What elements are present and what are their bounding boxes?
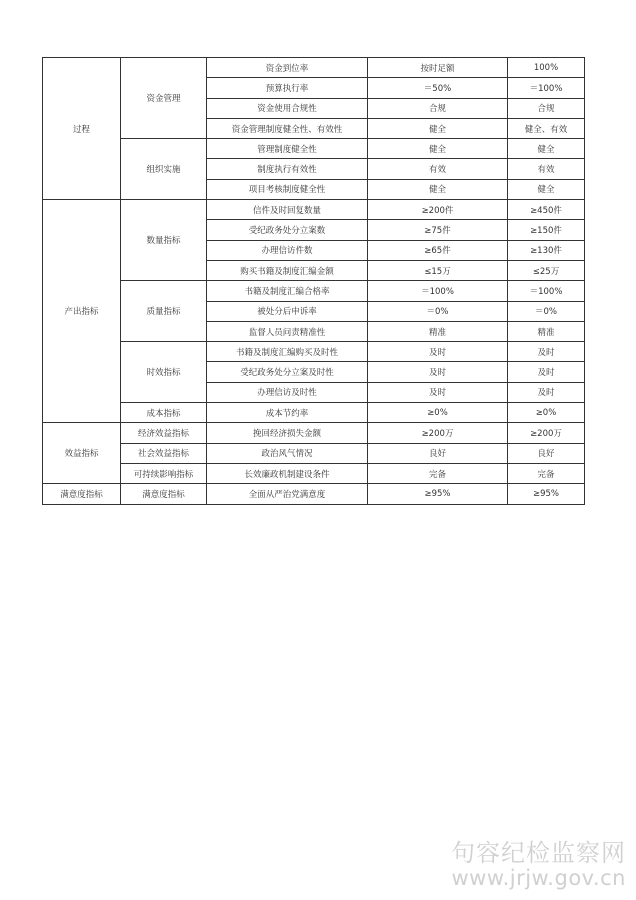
target-value-cell: ≥75件 bbox=[368, 220, 508, 240]
actual-value-cell: ≥200万 bbox=[508, 423, 585, 443]
level2-category-cell: 成本指标 bbox=[121, 403, 207, 423]
actual-value-cell: ≥150件 bbox=[508, 220, 585, 240]
actual-value-cell: ≥95% bbox=[508, 484, 585, 504]
indicator-name-cell: 书籍及制度汇编合格率 bbox=[207, 281, 368, 301]
level1-category-cell: 产出指标 bbox=[43, 200, 121, 423]
actual-value-cell: 健全 bbox=[508, 179, 585, 199]
target-value-cell: 及时 bbox=[368, 382, 508, 402]
target-value-cell: 健全 bbox=[368, 139, 508, 159]
actual-value-cell: ≤25万 bbox=[508, 260, 585, 280]
actual-value-cell: 合规 bbox=[508, 98, 585, 118]
indicator-name-cell: 管理制度健全性 bbox=[207, 139, 368, 159]
indicator-name-cell: 办理信访及时性 bbox=[207, 382, 368, 402]
actual-value-cell: ≥0% bbox=[508, 403, 585, 423]
indicator-name-cell: 购买书籍及制度汇编金额 bbox=[207, 260, 368, 280]
target-value-cell: ≥0% bbox=[368, 403, 508, 423]
indicator-name-cell: 挽回经济损失金额 bbox=[207, 423, 368, 443]
actual-value-cell: 及时 bbox=[508, 342, 585, 362]
actual-value-cell: 及时 bbox=[508, 362, 585, 382]
actual-value-cell: 健全、有效 bbox=[508, 118, 585, 138]
indicator-name-cell: 受纪政务处分立案数 bbox=[207, 220, 368, 240]
level1-category-cell: 满意度指标 bbox=[43, 484, 121, 504]
indicator-name-cell: 资金到位率 bbox=[207, 58, 368, 78]
target-value-cell: ≥200件 bbox=[368, 200, 508, 220]
target-value-cell: ＝100% bbox=[368, 281, 508, 301]
indicator-name-cell: 资金使用合规性 bbox=[207, 98, 368, 118]
target-value-cell: 良好 bbox=[368, 443, 508, 463]
target-value-cell: 合规 bbox=[368, 98, 508, 118]
actual-value-cell: ≥450件 bbox=[508, 200, 585, 220]
indicator-name-cell: 项目考核制度健全性 bbox=[207, 179, 368, 199]
actual-value-cell: 健全 bbox=[508, 139, 585, 159]
target-value-cell: ＝0% bbox=[368, 301, 508, 321]
level2-category-cell: 资金管理 bbox=[121, 58, 207, 139]
target-value-cell: ≥65件 bbox=[368, 240, 508, 260]
actual-value-cell: ＝100% bbox=[508, 78, 585, 98]
target-value-cell: ≥95% bbox=[368, 484, 508, 504]
level2-category-cell: 可持续影响指标 bbox=[121, 463, 207, 483]
target-value-cell: 及时 bbox=[368, 342, 508, 362]
indicator-name-cell: 全面从严治党满意度 bbox=[207, 484, 368, 504]
indicator-name-cell: 预算执行率 bbox=[207, 78, 368, 98]
actual-value-cell: 良好 bbox=[508, 443, 585, 463]
actual-value-cell: 及时 bbox=[508, 382, 585, 402]
table-row bbox=[43, 443, 585, 463]
indicator-name-cell: 成本节约率 bbox=[207, 403, 368, 423]
actual-value-cell: ≥130件 bbox=[508, 240, 585, 260]
indicator-name-cell: 政治风气情况 bbox=[207, 443, 368, 463]
watermark-url: www.jrjw.gov.cn bbox=[451, 866, 626, 890]
target-value-cell: ＝50% bbox=[368, 78, 508, 98]
level2-category-cell: 社会效益指标 bbox=[121, 443, 207, 463]
target-value-cell: 健全 bbox=[368, 179, 508, 199]
indicator-name-cell: 被处分后申诉率 bbox=[207, 301, 368, 321]
indicator-name-cell: 办理信访件数 bbox=[207, 240, 368, 260]
indicator-name-cell: 信件及时回复数量 bbox=[207, 200, 368, 220]
target-value-cell: 按时足额 bbox=[368, 58, 508, 78]
performance-indicator-table bbox=[42, 57, 585, 505]
table-row bbox=[43, 403, 585, 423]
target-value-cell: 健全 bbox=[368, 118, 508, 138]
level1-category-cell: 效益指标 bbox=[43, 423, 121, 484]
actual-value-cell: 有效 bbox=[508, 159, 585, 179]
level2-category-cell: 数量指标 bbox=[121, 200, 207, 281]
target-value-cell: 完备 bbox=[368, 463, 508, 483]
indicator-name-cell: 制度执行有效性 bbox=[207, 159, 368, 179]
target-value-cell: 及时 bbox=[368, 362, 508, 382]
table-row bbox=[43, 58, 585, 78]
table-row bbox=[43, 342, 585, 362]
table-row bbox=[43, 484, 585, 504]
table-body bbox=[43, 58, 585, 505]
level1-category-cell: 过程 bbox=[43, 58, 121, 200]
level2-category-cell: 质量指标 bbox=[121, 281, 207, 342]
table-row bbox=[43, 463, 585, 483]
table-row bbox=[43, 200, 585, 220]
actual-value-cell: ＝0% bbox=[508, 301, 585, 321]
level2-category-cell: 组织实施 bbox=[121, 139, 207, 200]
actual-value-cell: 完备 bbox=[508, 463, 585, 483]
target-value-cell: ≥200万 bbox=[368, 423, 508, 443]
target-value-cell: 精准 bbox=[368, 321, 508, 341]
target-value-cell: 有效 bbox=[368, 159, 508, 179]
table-row bbox=[43, 281, 585, 301]
target-value-cell: ≤15万 bbox=[368, 260, 508, 280]
indicator-name-cell: 监督人员问责精准性 bbox=[207, 321, 368, 341]
level2-category-cell: 满意度指标 bbox=[121, 484, 207, 504]
level2-category-cell: 时效指标 bbox=[121, 342, 207, 403]
actual-value-cell: 精准 bbox=[508, 321, 585, 341]
indicator-name-cell: 长效廉政机制建设条件 bbox=[207, 463, 368, 483]
actual-value-cell: ＝100% bbox=[508, 281, 585, 301]
indicator-name-cell: 书籍及制度汇编购买及时性 bbox=[207, 342, 368, 362]
watermark-site-name: 句容纪检监察网 bbox=[451, 839, 626, 867]
indicator-name-cell: 受纪政务处分立案及时性 bbox=[207, 362, 368, 382]
table-row bbox=[43, 139, 585, 159]
level2-category-cell: 经济效益指标 bbox=[121, 423, 207, 443]
indicator-name-cell: 资金管理制度健全性、有效性 bbox=[207, 118, 368, 138]
actual-value-cell: 100% bbox=[508, 58, 585, 78]
table-row bbox=[43, 423, 585, 443]
